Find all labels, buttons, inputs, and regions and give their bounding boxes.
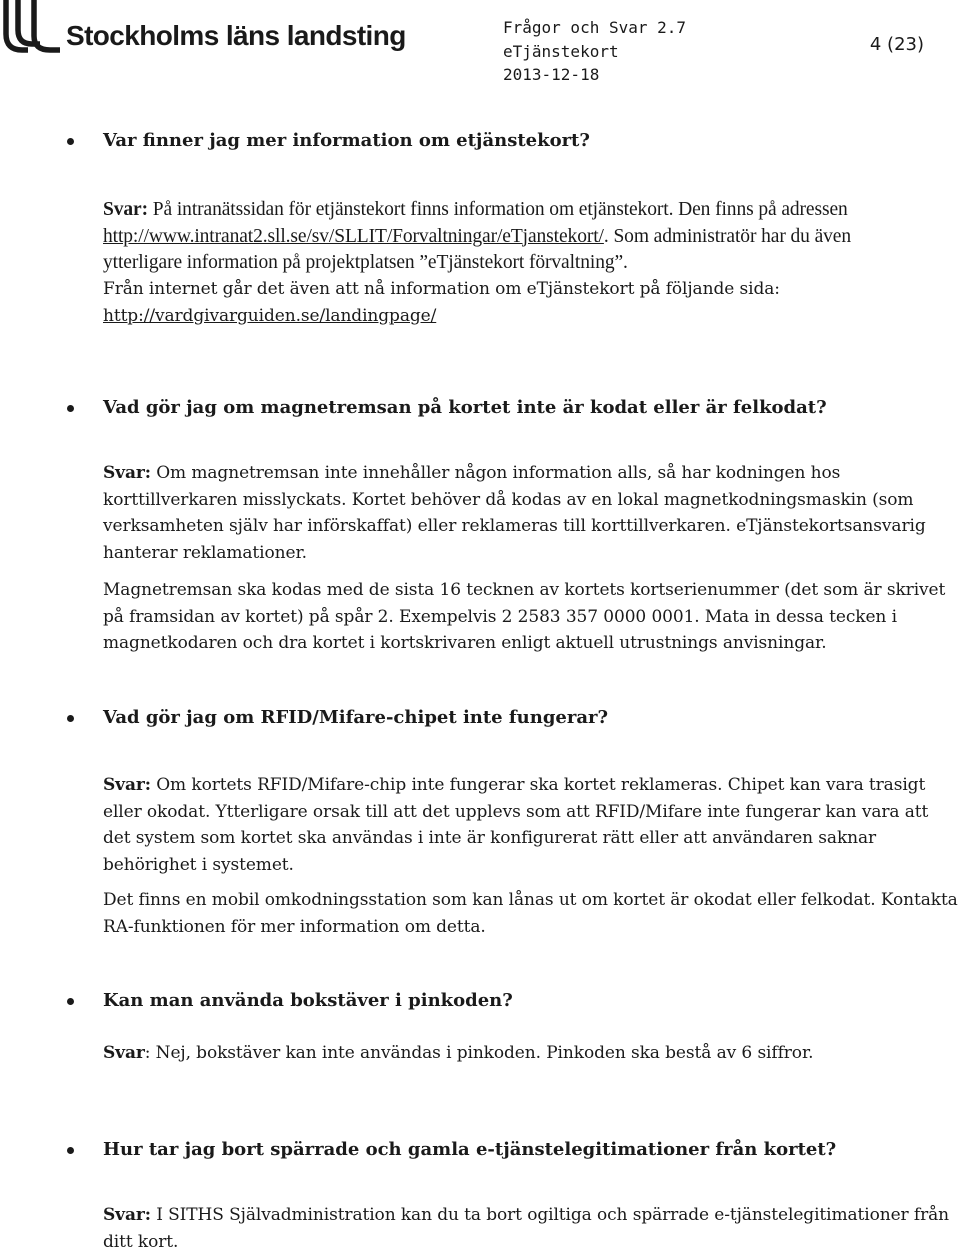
answer-text: Om kortets RFID/Mifare-chip inte fungerar ska kortet reklameras. Chipet kan vara trasigt eller okodat. Ytterligare orsak till att det upplevs som att RFID/Mifare inte fungerar kan vara att det system som kortet ska användas i inte är konfigurerat rätt eller att användaren saknar behörighet i systemet.: [103, 775, 929, 875]
document-subtitle: eTjänstekort: [503, 41, 619, 61]
answer-text: . Som administratör har du även ytterligare information på projektplatsen ”eTjänstekort förvaltning”.: [103, 225, 851, 273]
document-date: 2013-12-18: [503, 65, 600, 84]
answer-paragraph: [103, 460, 960, 566]
answer-paragraph: [103, 1040, 960, 1067]
answer-paragraph: Det finns en mobil omkodningsstation som kan lånas ut om kortet är okodat eller felkodat. Kontakta RA-funktionen för mer information om detta.: [103, 890, 958, 937]
intranet-link[interactable]: http://www.intranat2.sll.se/sv/SLLIT/Forvaltningar/eTjanstekort/: [103, 225, 604, 247]
bullet-icon: [67, 138, 74, 145]
answer-text: I SITHS Självadministration kan du ta bort ogiltiga och spärrade e-tjänstelegitimationer från ditt kort.: [103, 1205, 949, 1252]
vardgivarguiden-link[interactable]: http://vardgivarguiden.se/landingpage/: [103, 305, 437, 326]
bullet-icon: [67, 405, 74, 412]
answer-label: Svar:: [103, 199, 148, 220]
answer-label: Svar:: [103, 775, 151, 795]
answer-paragraph: [103, 1202, 960, 1255]
answer-text: : Nej, bokstäver kan inte användas i pinkoden. Pinkoden ska bestå av 6 siffror.: [144, 1043, 814, 1063]
answer-text: På intranätssidan för etjänstekort finns information om etjänstekort. Den finns på adressen: [152, 199, 848, 220]
question-heading: Vad gör jag om magnetremsan på kortet inte är kodat eller är felkodat?: [103, 397, 827, 418]
document-meta: [503, 16, 686, 87]
answer-label: Svar: [103, 1043, 145, 1063]
answer-label: Svar:: [103, 1205, 151, 1225]
answer-text: Från internet går det även att nå information om eTjänstekort på följande sida:: [103, 279, 780, 299]
question-heading: Kan man använda bokstäver i pinkoden?: [103, 990, 513, 1011]
answer-paragraph: Magnetremsan ska kodas med de sista 16 tecknen av kortets kortserienummer (det som är skrivet på framsidan av kortet) på spår 2. Exempelvis 2 2583 357 0000 0001. Mata in dessa tecken i magnetkodaren och dra kortet i kortskrivaren enligt aktuell utrustnings anvisningar.: [103, 580, 946, 653]
page-number: 4 (23): [869, 34, 924, 55]
answer-label: Svar:: [103, 463, 151, 483]
organization-logo: [0, 0, 412, 58]
sll-logo-icon: [0, 0, 64, 58]
bullet-icon: [67, 998, 74, 1005]
answer-paragraph: [103, 197, 920, 277]
answer-paragraph: [103, 772, 960, 878]
bullet-icon: [67, 1147, 74, 1154]
bullet-icon: [67, 715, 74, 722]
document-title: Frågor och Svar 2.7: [503, 18, 687, 37]
organization-name: Stockholms läns landsting: [66, 20, 406, 51]
question-heading: Var finner jag mer information om etjänstekort?: [103, 130, 590, 151]
question-heading: Vad gör jag om RFID/Mifare-chipet inte fungerar?: [103, 707, 609, 728]
answer-text: Om magnetremsan inte innehåller någon information alls, så har kodningen hos korttillverkaren misslyckats. Kortet behöver då kodas av en lokal magnetkodningsmaskin (som verksamheten själv har införskaffat) eller reklameras till korttillverkaren. eTjänstekortsansvarig hanterar reklamationer.: [103, 463, 926, 563]
question-heading: Hur tar jag bort spärrade och gamla e-tjänstelegitimationer från kortet?: [103, 1139, 837, 1160]
answer-paragraph: [103, 276, 960, 329]
